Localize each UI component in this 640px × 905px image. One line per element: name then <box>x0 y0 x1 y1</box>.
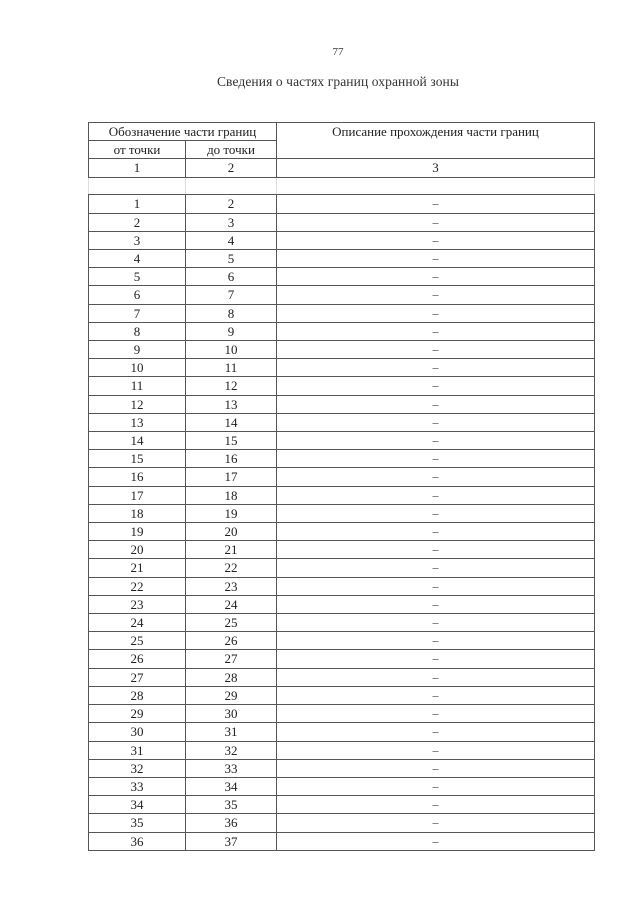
to-point-cell: 27 <box>186 650 277 668</box>
from-point-cell: 7 <box>89 304 186 322</box>
table-row <box>89 541 595 559</box>
to-point-cell: 13 <box>186 395 277 413</box>
table-row <box>89 523 595 541</box>
to-point-cell: 5 <box>186 250 277 268</box>
from-point-cell: 16 <box>89 468 186 486</box>
table-row <box>89 705 595 723</box>
to-point-cell: 36 <box>186 814 277 832</box>
column-number: 3 <box>277 159 595 178</box>
description-cell: – <box>277 723 595 741</box>
description-cell: – <box>277 668 595 686</box>
to-point-cell: 18 <box>186 486 277 504</box>
table-row <box>89 195 595 213</box>
to-point-cell: 23 <box>186 577 277 595</box>
table-row <box>89 432 595 450</box>
from-point-cell: 29 <box>89 705 186 723</box>
to-point-cell: 35 <box>186 796 277 814</box>
to-point-cell: 30 <box>186 705 277 723</box>
header-from-point: от точки <box>89 141 186 159</box>
table-row <box>89 577 595 595</box>
to-point-cell: 32 <box>186 741 277 759</box>
table-row <box>89 777 595 795</box>
to-point-cell: 17 <box>186 468 277 486</box>
from-point-cell: 6 <box>89 286 186 304</box>
from-point-cell: 5 <box>89 268 186 286</box>
description-cell: – <box>277 341 595 359</box>
table-row <box>89 304 595 322</box>
from-point-cell: 3 <box>89 231 186 249</box>
page-number: 77 <box>332 46 344 58</box>
to-point-cell: 37 <box>186 832 277 850</box>
to-point-cell: 34 <box>186 777 277 795</box>
table-row <box>89 468 595 486</box>
table-row <box>89 268 595 286</box>
boundary-parts-table <box>88 122 595 851</box>
from-point-cell: 18 <box>89 504 186 522</box>
from-point-cell: 20 <box>89 541 186 559</box>
to-point-cell: 16 <box>186 450 277 468</box>
description-cell: – <box>277 686 595 704</box>
table-row <box>89 650 595 668</box>
description-cell: – <box>277 195 595 213</box>
from-point-cell: 10 <box>89 359 186 377</box>
page-title: Сведения о частях границ охранной зоны <box>216 74 460 89</box>
to-point-cell: 4 <box>186 231 277 249</box>
from-point-cell: 12 <box>89 395 186 413</box>
description-cell: – <box>277 614 595 632</box>
from-point-cell: 8 <box>89 322 186 340</box>
from-point-cell: 23 <box>89 595 186 613</box>
to-point-cell: 2 <box>186 195 277 213</box>
to-point-cell: 14 <box>186 413 277 431</box>
table-row <box>89 286 595 304</box>
description-cell: – <box>277 504 595 522</box>
to-point-cell: 22 <box>186 559 277 577</box>
description-cell: – <box>277 832 595 850</box>
from-point-cell: 17 <box>89 486 186 504</box>
from-point-cell: 4 <box>89 250 186 268</box>
to-point-cell: 9 <box>186 322 277 340</box>
description-cell: – <box>277 413 595 431</box>
table-row <box>89 395 595 413</box>
table-row <box>89 377 595 395</box>
to-point-cell: 29 <box>186 686 277 704</box>
description-cell: – <box>277 632 595 650</box>
description-cell: – <box>277 359 595 377</box>
description-cell: – <box>277 322 595 340</box>
description-cell: – <box>277 377 595 395</box>
to-point-cell: 6 <box>186 268 277 286</box>
description-cell: – <box>277 650 595 668</box>
to-point-cell: 19 <box>186 504 277 522</box>
description-cell: – <box>277 468 595 486</box>
from-point-cell: 15 <box>89 450 186 468</box>
table-row <box>89 559 595 577</box>
description-cell: – <box>277 450 595 468</box>
to-point-cell: 24 <box>186 595 277 613</box>
from-point-cell: 35 <box>89 814 186 832</box>
from-point-cell: 36 <box>89 832 186 850</box>
from-point-cell: 32 <box>89 759 186 777</box>
description-cell: – <box>277 250 595 268</box>
spacer-cell <box>277 178 595 195</box>
from-point-cell: 33 <box>89 777 186 795</box>
to-point-cell: 12 <box>186 377 277 395</box>
description-cell: – <box>277 705 595 723</box>
from-point-cell: 9 <box>89 341 186 359</box>
description-cell: – <box>277 231 595 249</box>
table-row <box>89 723 595 741</box>
table-row <box>89 231 595 249</box>
to-point-cell: 11 <box>186 359 277 377</box>
to-point-cell: 3 <box>186 213 277 231</box>
description-cell: – <box>277 213 595 231</box>
description-cell: – <box>277 541 595 559</box>
from-point-cell: 1 <box>89 195 186 213</box>
to-point-cell: 21 <box>186 541 277 559</box>
table-row <box>89 741 595 759</box>
from-point-cell: 11 <box>89 377 186 395</box>
description-cell: – <box>277 559 595 577</box>
to-point-cell: 25 <box>186 614 277 632</box>
from-point-cell: 21 <box>89 559 186 577</box>
header-to-point: до точки <box>186 141 277 159</box>
table-body <box>89 159 595 850</box>
description-cell: – <box>277 814 595 832</box>
table-row <box>89 486 595 504</box>
table-row <box>89 359 595 377</box>
table-row <box>89 504 595 522</box>
table-row <box>89 614 595 632</box>
table-row <box>89 341 595 359</box>
from-point-cell: 26 <box>89 650 186 668</box>
description-cell: – <box>277 395 595 413</box>
from-point-cell: 28 <box>89 686 186 704</box>
column-number: 2 <box>186 159 277 178</box>
to-point-cell: 10 <box>186 341 277 359</box>
to-point-cell: 7 <box>186 286 277 304</box>
table-row <box>89 686 595 704</box>
description-cell: – <box>277 741 595 759</box>
table-row <box>89 814 595 832</box>
header-part-designation: Обозначение части границ <box>89 123 277 141</box>
from-point-cell: 13 <box>89 413 186 431</box>
to-point-cell: 15 <box>186 432 277 450</box>
from-point-cell: 22 <box>89 577 186 595</box>
to-point-cell: 28 <box>186 668 277 686</box>
spacer-row <box>89 178 595 195</box>
table-row <box>89 632 595 650</box>
from-point-cell: 34 <box>89 796 186 814</box>
description-cell: – <box>277 486 595 504</box>
table-row <box>89 450 595 468</box>
column-number-row <box>89 159 595 178</box>
description-cell: – <box>277 595 595 613</box>
description-cell: – <box>277 286 595 304</box>
to-point-cell: 31 <box>186 723 277 741</box>
to-point-cell: 33 <box>186 759 277 777</box>
from-point-cell: 14 <box>89 432 186 450</box>
table-row <box>89 595 595 613</box>
to-point-cell: 8 <box>186 304 277 322</box>
spacer-cell <box>89 178 186 195</box>
table-row <box>89 759 595 777</box>
description-cell: – <box>277 432 595 450</box>
table-row <box>89 796 595 814</box>
table-row <box>89 413 595 431</box>
table-row <box>89 322 595 340</box>
description-cell: – <box>277 577 595 595</box>
spacer-cell <box>186 178 277 195</box>
column-number: 1 <box>89 159 186 178</box>
to-point-cell: 20 <box>186 523 277 541</box>
from-point-cell: 27 <box>89 668 186 686</box>
description-cell: – <box>277 759 595 777</box>
from-point-cell: 31 <box>89 741 186 759</box>
to-point-cell: 26 <box>186 632 277 650</box>
description-cell: – <box>277 523 595 541</box>
table-row <box>89 832 595 850</box>
description-cell: – <box>277 777 595 795</box>
description-cell: – <box>277 304 595 322</box>
from-point-cell: 25 <box>89 632 186 650</box>
from-point-cell: 24 <box>89 614 186 632</box>
from-point-cell: 19 <box>89 523 186 541</box>
from-point-cell: 2 <box>89 213 186 231</box>
table-row <box>89 668 595 686</box>
description-cell: – <box>277 796 595 814</box>
description-cell: – <box>277 268 595 286</box>
table-row <box>89 250 595 268</box>
table-row <box>89 213 595 231</box>
from-point-cell: 30 <box>89 723 186 741</box>
header-description: Описание прохождения части границ <box>277 123 595 159</box>
